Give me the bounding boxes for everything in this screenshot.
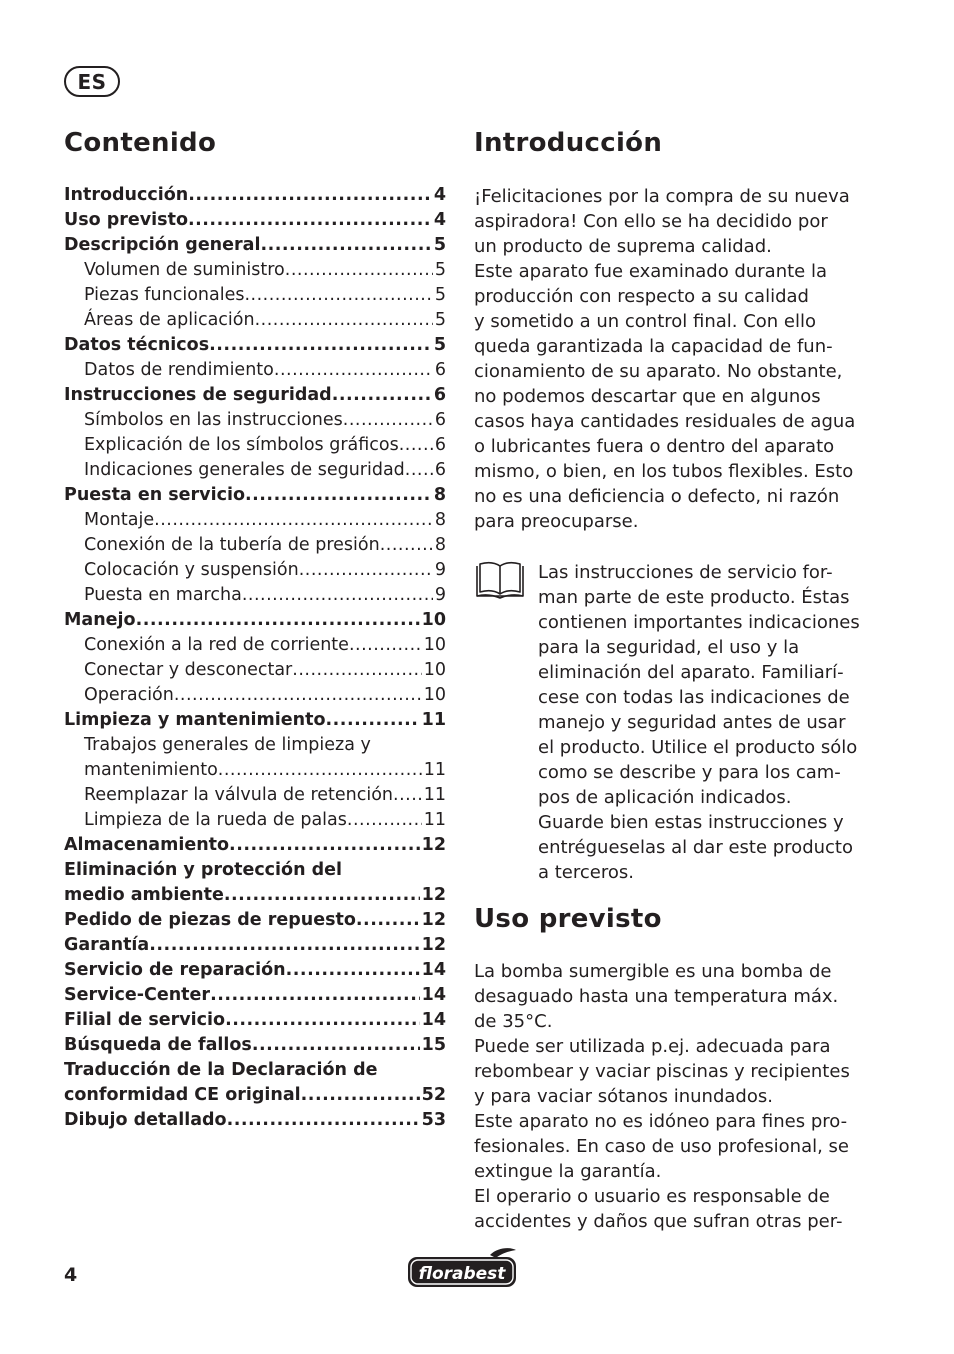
toc-entry: [64, 983, 446, 1008]
toc-entry-page: 6: [434, 435, 446, 455]
toc-entry-page: 11: [423, 785, 446, 805]
toc-leader-dots: [405, 458, 433, 483]
toc-leader-dots: [252, 1033, 420, 1058]
toc-entry-page: 12: [421, 910, 446, 930]
toc-leader-dots: [188, 208, 432, 233]
toc-leader-dots: [343, 408, 433, 433]
toc-leader-dots: [399, 433, 433, 458]
toc-entry: [64, 958, 446, 983]
uso-previsto-heading: Uso previsto: [474, 904, 662, 934]
toc-leader-dots: [274, 358, 433, 383]
toc-entry-label: Conectar y desconectar: [84, 660, 293, 680]
toc-entry-page: 8: [434, 535, 446, 555]
toc-leader-dots: [227, 1108, 420, 1133]
toc-entry: [64, 1083, 446, 1108]
toc-leader-dots: [224, 883, 420, 908]
toc-entry-label: Explicación de los símbolos gráficos: [84, 435, 399, 455]
toc-entry-page: 8: [433, 485, 446, 505]
toc-entry-page: 11: [421, 710, 446, 730]
toc-entry-label: Búsqueda de fallos: [64, 1035, 252, 1055]
toc-entry-page: 15: [421, 1035, 446, 1055]
toc-entry-page: 12: [421, 935, 446, 955]
page-number: 4: [64, 1264, 78, 1286]
toc-entry-label: Montaje: [84, 510, 155, 530]
toc-entry: [64, 333, 446, 358]
toc-entry-label: Dibujo detallado: [64, 1110, 227, 1130]
manual-note-text: Las instrucciones de servicio for- man parte de este producto. Éstas contienen importantes indicaciones para la seguridad, el uso y la eliminación del aparato. Familiarí- cese con todas las indicaciones de manejo y seguridad antes de usar el producto. Utilice el producto sólo como se describe y para los cam- pos de aplicación indicados. Guarde bien estas instrucciones y entrégueselas al dar este producto a terceros.: [538, 562, 860, 883]
toc-leader-dots: [393, 783, 422, 808]
toc-entry-label: Puesta en servicio: [64, 485, 245, 505]
toc-leader-dots: [154, 508, 433, 533]
toc-entry: [64, 383, 446, 408]
toc-entry: [64, 783, 446, 808]
toc-entry: [64, 883, 446, 908]
toc-entry-label: Instrucciones de seguridad: [64, 385, 332, 405]
toc-entry: [64, 358, 446, 383]
toc-leader-dots: [260, 233, 431, 258]
toc-entry: [64, 533, 446, 558]
toc-leader-dots: [326, 708, 420, 733]
toc-entry-label: Garantía: [64, 935, 150, 955]
toc-entry-page: 11: [423, 810, 446, 830]
toc-entry-label: Piezas funcionales: [84, 285, 245, 305]
toc-entry-label: Operación: [84, 685, 174, 705]
toc-entry: [64, 283, 446, 308]
toc-entry-label: Traducción de la Declaración de: [64, 1060, 378, 1080]
toc-entry: [64, 233, 446, 258]
toc-leader-dots: [188, 183, 432, 208]
toc-entry: [64, 308, 446, 333]
toc-entry-page: 14: [421, 960, 446, 980]
toc-entry: [64, 858, 446, 883]
toc-entry-label: Filial de servicio: [64, 1010, 226, 1030]
toc-entry-label: Introducción: [64, 185, 189, 205]
toc-entry: [64, 558, 446, 583]
toc-leader-dots: [174, 683, 422, 708]
toc-entry-page: 5: [434, 260, 446, 280]
toc-leader-dots: [149, 933, 419, 958]
toc-entry: [64, 833, 446, 858]
toc-entry: [64, 208, 446, 233]
toc-leader-dots: [299, 558, 433, 583]
toc-entry-page: 4: [433, 185, 446, 205]
toc-entry-page: 8: [434, 510, 446, 530]
toc-entry-label: Conexión a la red de corriente: [84, 635, 349, 655]
toc-entry-label: Puesta en marcha: [84, 585, 242, 605]
toc-leader-dots: [356, 908, 420, 933]
toc-entry-page: 11: [423, 760, 446, 780]
toc-leader-dots: [210, 983, 420, 1008]
toc-entry-label: Volumen de suministro: [84, 260, 285, 280]
toc-entry: [64, 1058, 446, 1083]
toc-entry-page: 5: [434, 310, 446, 330]
toc-entry-label: Reemplazar la válvula de retención: [84, 785, 394, 805]
toc-entry-page: 14: [421, 985, 446, 1005]
toc-entry-label: Almacenamiento: [64, 835, 230, 855]
toc-leader-dots: [244, 283, 432, 308]
toc-entry: [64, 408, 446, 433]
read-manual-icon: [474, 560, 526, 602]
florabest-logo: [406, 1247, 518, 1289]
toc-entry-page: 53: [421, 1110, 446, 1130]
toc-entry-page: 10: [423, 685, 446, 705]
toc-entry-label: Datos de rendimiento: [84, 360, 274, 380]
table-of-contents: [64, 183, 446, 1133]
toc-entry: [64, 758, 446, 783]
toc-leader-dots: [209, 333, 432, 358]
toc-entry: [64, 1108, 446, 1133]
toc-entry-label: Símbolos en las instrucciones: [84, 410, 343, 430]
toc-entry-label: Áreas de aplicación: [84, 310, 255, 330]
toc-entry-label: Datos técnicos: [64, 335, 210, 355]
toc-entry-label: Limpieza y mantenimiento: [64, 710, 326, 730]
toc-entry: [64, 733, 446, 758]
toc-entry: [64, 1033, 446, 1058]
toc-title: Contenido: [64, 128, 217, 158]
toc-entry: [64, 258, 446, 283]
toc-entry-page: 5: [433, 235, 446, 255]
toc-entry-label: Pedido de piezas de repuesto: [64, 910, 356, 930]
toc-entry-page: 9: [434, 560, 446, 580]
toc-entry-label: medio ambiente: [64, 885, 224, 905]
svg-text:florabest: florabest: [418, 1264, 506, 1284]
toc-leader-dots: [347, 808, 422, 833]
toc-entry-page: 12: [421, 835, 446, 855]
toc-entry-page: 6: [433, 385, 446, 405]
toc-entry: [64, 708, 446, 733]
toc-entry: [64, 608, 446, 633]
toc-entry-label: Limpieza de la rueda de palas: [84, 810, 347, 830]
toc-entry-label: Indicaciones generales de seguridad: [84, 460, 405, 480]
toc-entry-page: 10: [423, 660, 446, 680]
toc-leader-dots: [349, 633, 422, 658]
toc-entry-page: 6: [434, 460, 446, 480]
toc-entry: [64, 933, 446, 958]
toc-entry: [64, 458, 446, 483]
toc-entry-label: Service-Center: [64, 985, 211, 1005]
toc-leader-dots: [255, 308, 433, 333]
toc-entry-label: mantenimiento: [84, 760, 218, 780]
toc-entry: [64, 1008, 446, 1033]
toc-leader-dots: [292, 658, 421, 683]
toc-entry-label: Colocación y suspensión: [84, 560, 299, 580]
toc-entry-page: 12: [421, 885, 446, 905]
toc-leader-dots: [332, 383, 432, 408]
toc-leader-dots: [380, 533, 433, 558]
toc-leader-dots: [136, 608, 420, 633]
toc-entry-page: 6: [434, 360, 446, 380]
toc-entry: [64, 633, 446, 658]
toc-entry-label: conformidad CE original: [64, 1085, 301, 1105]
toc-entry: [64, 508, 446, 533]
toc-entry-page: 5: [433, 335, 446, 355]
introduccion-heading: Introducción: [474, 128, 663, 158]
toc-entry: [64, 683, 446, 708]
toc-entry-label: Eliminación y protección del: [64, 860, 343, 880]
toc-leader-dots: [245, 483, 432, 508]
toc-entry-page: 14: [421, 1010, 446, 1030]
toc-entry-page: 4: [433, 210, 446, 230]
toc-entry-page: 52: [421, 1085, 446, 1105]
toc-leader-dots: [242, 583, 433, 608]
toc-entry-page: 10: [421, 610, 446, 630]
toc-entry: [64, 658, 446, 683]
toc-leader-dots: [286, 958, 420, 983]
toc-leader-dots: [301, 1083, 420, 1108]
toc-entry: [64, 583, 446, 608]
toc-entry: [64, 808, 446, 833]
toc-entry: [64, 433, 446, 458]
toc-entry-label: Uso previsto: [64, 210, 188, 230]
language-badge: ES: [64, 66, 120, 97]
toc-entry-page: 6: [434, 410, 446, 430]
toc-leader-dots: [225, 1008, 420, 1033]
toc-entry-label: Manejo: [64, 610, 136, 630]
toc-entry-page: 10: [423, 635, 446, 655]
toc-entry-label: Trabajos generales de limpieza y: [84, 735, 371, 755]
toc-entry-label: Servicio de reparación: [64, 960, 286, 980]
toc-entry-label: Descripción general: [64, 235, 261, 255]
toc-leader-dots: [285, 258, 433, 283]
introduccion-text: ¡Felicitaciones por la compra de su nueva aspiradora! Con ello se ha decidido por un producto de suprema calidad. Este aparato fue examinado durante la producción con respecto a su calidad y sometido a un control final. Con ello queda garantizada la capacidad de fun- cionamiento de su aparato. No obstante, no podemos descartar que en algunos casos haya cantidades residuales de agua o lubricantes fuera o dentro del aparato mismo, o bien, en los tubos flexibles. Esto no es una deficiencia o defecto, ni razón para preocuparse.: [474, 186, 856, 532]
toc-entry-label: Conexión de la tubería de presión: [84, 535, 380, 555]
toc-leader-dots: [229, 833, 420, 858]
toc-entry: [64, 183, 446, 208]
toc-entry-page: 9: [434, 585, 446, 605]
toc-leader-dots: [218, 758, 422, 783]
toc-entry-page: 5: [434, 285, 446, 305]
toc-entry: [64, 483, 446, 508]
uso-previsto-text: La bomba sumergible es una bomba de desaguado hasta una temperatura máx. de 35°C. Puede ser utilizada p.ej. adecuada para rebombear y vaciar piscinas y recipientes y para vaciar sótanos inundados. Este aparato no es idóneo para fines pro- fesionales. En caso de uso profesional, se extingue la garantía. El operario o usuario es responsable de accidentes y daños que sufran otras per-: [474, 961, 850, 1232]
toc-entry: [64, 908, 446, 933]
